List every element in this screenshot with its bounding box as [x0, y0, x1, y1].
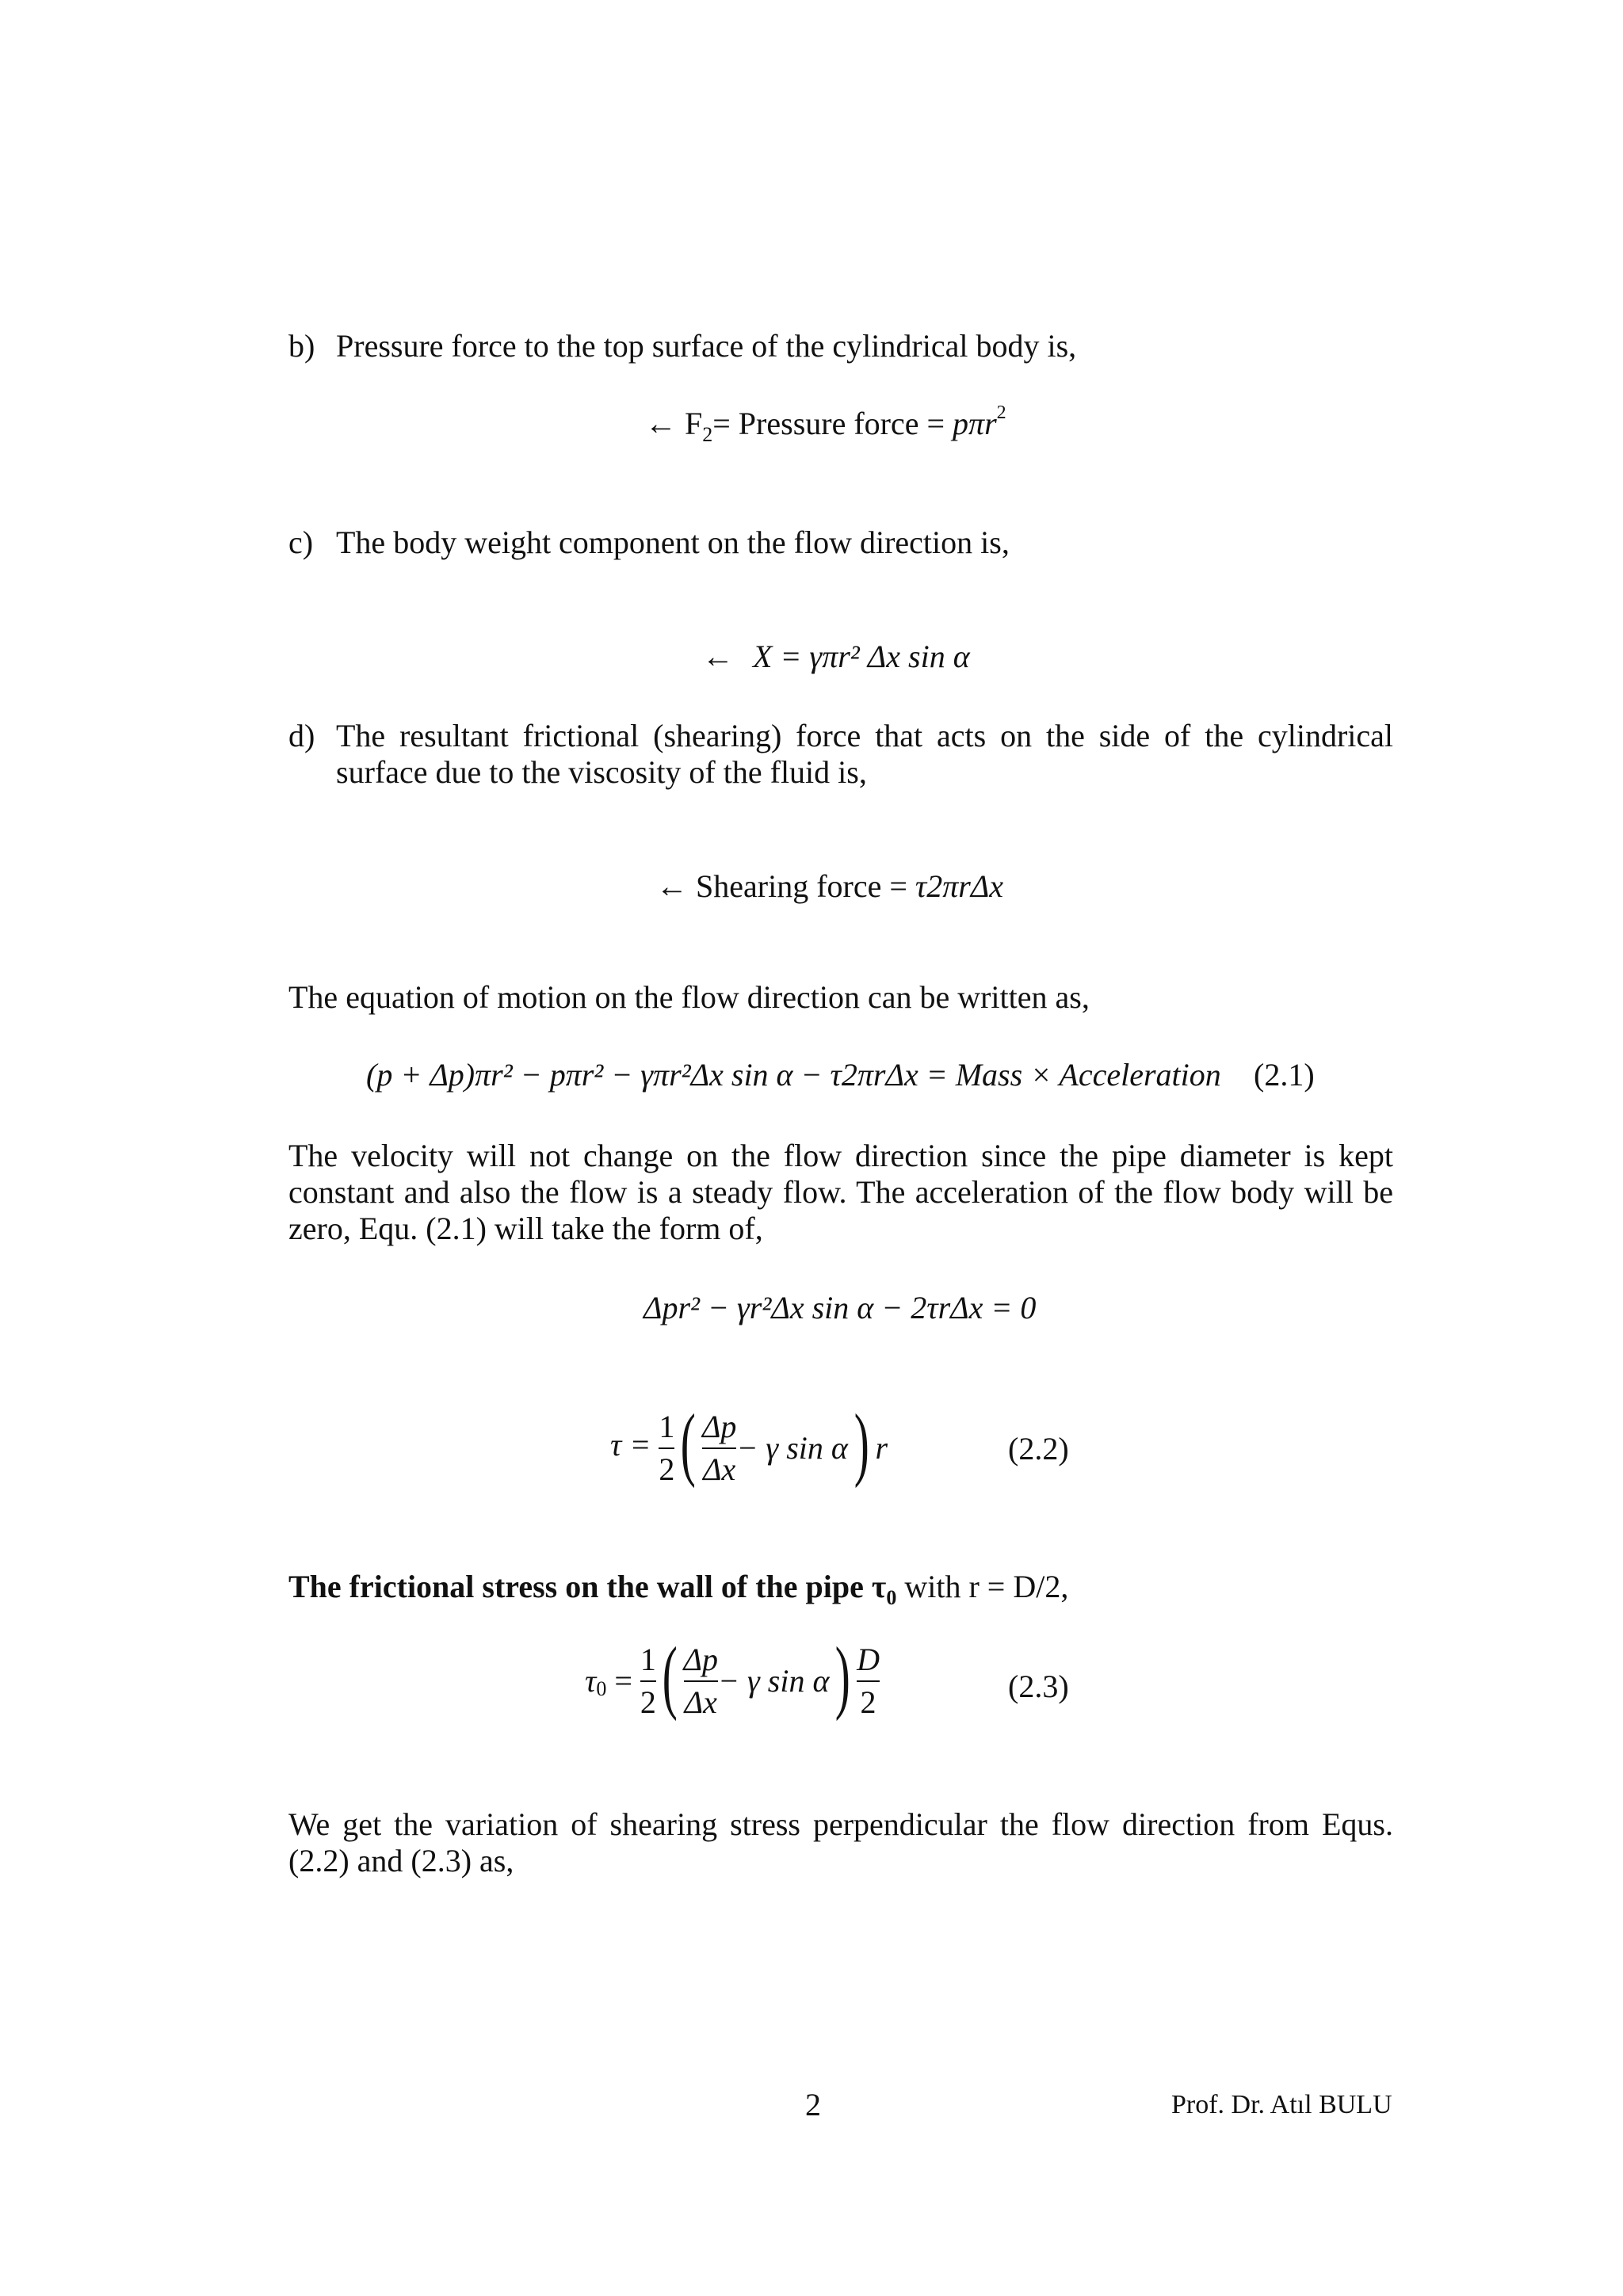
equation-number-2-1: (2.1)	[1254, 1057, 1315, 1093]
equation-body-weight: ← X = γπr² Δx sin α	[702, 639, 970, 674]
paragraph-equation-of-motion: The equation of motion on the flow direction can be written as,	[288, 979, 1090, 1015]
paragraph-variation: We get the variation of shearing stress perpendicular the flow direction from Equs. (2.2) and (2.3) as,	[288, 1806, 1393, 1878]
arrow-icon: ←	[702, 639, 734, 674]
item-c-label: c)	[288, 524, 314, 560]
equation-2-3: $\tau_0$ = $\frac{1}{2}$ ( $\frac{\Delta p}{\Delta x}$ − γ sin α) $\frac{D}{2}$	[585, 1630, 880, 1722]
fraction-one-half: $\frac{1}{2}$	[659, 1409, 675, 1487]
fraction-dp-dx: $\frac{\Delta p}{\Delta x}$	[701, 1409, 737, 1487]
item-d-text: The resultant frictional (shearing) force that acts on the side of the cylindrical surface due to the viscosity of the fluid is,	[336, 718, 1393, 790]
equation-f2: ← $F_2=$ Pressure force = pπr$^2$	[645, 402, 1006, 446]
item-b-text: Pressure force to the top surface of the cylindrical body is,	[336, 328, 1077, 364]
item-c-text: The body weight component on the flow direction is,	[336, 524, 1010, 560]
paragraph-frictional-stress: The frictional stress on the wall of the pipe $\tau_0$ with r = D/2,	[288, 1569, 1069, 1609]
fraction-dp-dx: $\frac{\Delta p}{\Delta x}$	[683, 1642, 719, 1720]
item-b-label: b)	[288, 328, 315, 364]
paragraph-velocity: The velocity will not change on the flow direction since the pipe diameter is kept constant and also the flow is a steady flow. The acceleration of the flow body will be zero, Equ. (2.1) will take the form of,	[288, 1138, 1393, 1246]
item-d-label: d)	[288, 718, 315, 753]
fraction-one-half: $\frac{1}{2}$	[640, 1642, 656, 1720]
equation-2-2: τ = $\frac{1}{2}$ ( $\frac{\Delta p}{\Delta x}$ − γ sin α) r	[610, 1398, 888, 1489]
equation-2-1: (p + Δp)πr² − pπr² − γπr²Δx sin α − τ2πrΔx = Mass × Acceleration	[366, 1057, 1221, 1093]
arrow-icon: ←	[656, 868, 688, 904]
arrow-icon: ←	[645, 406, 677, 441]
footer-author: Prof. Dr. Atıl BULU	[1171, 2090, 1392, 2119]
fraction-d-over-2: $\frac{D}{2}$	[857, 1642, 880, 1720]
equation-zero: Δpr² − γr²Δx sin α − 2τrΔx = 0	[643, 1290, 1037, 1325]
equation-shearing-force: ← Shearing force = τ2πrΔx	[656, 868, 1004, 904]
equation-number-2-3: (2.3)	[1008, 1669, 1069, 1704]
page-number: 2	[805, 2087, 821, 2122]
equation-number-2-2: (2.2)	[1008, 1431, 1069, 1466]
